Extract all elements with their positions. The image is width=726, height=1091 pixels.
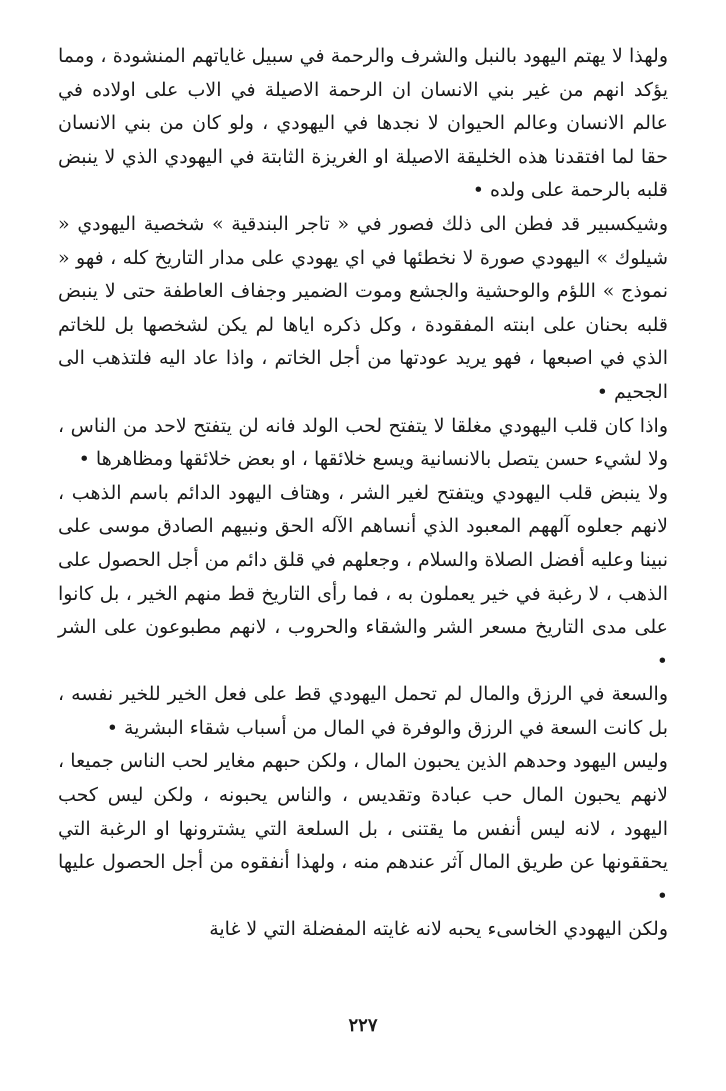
paragraph: ولهذا لا يهتم اليهود بالنبل والشرف والرحمة في سبيل غاياتهم المنشودة ، ومما يؤكد انهم من غير بني الانسان ان الرحمة الاصيلة في الاب على اولاده في عالم الانسان وعالم الحيوان لا نجدها في اليهودي ، ولو كان من بني الانسان حقا لما افتقدنا هذه الخليقة الاصيلة او الغريزة الثابتة في اليهودي الذي لا ينبض قلبه بالرحمة على ولده • xyxy=(58,45,668,202)
page-number: ٢٢٧ xyxy=(348,1015,378,1036)
paragraph: ولا ينبض قلب اليهودي ويتفتح لغير الشر ، وهتاف اليهود الدائم باسم الذهب ، لانهم جعلوه آلههم المعبود الذي أنساهم الآله الحق ونبيهم الصادق موسى على نبينا وعليه أفضل الصلاة والسلام ، وجعلهم في قلق دائم من أجل الحصول على الذهب ، لا رغبة في خير يعملون به ، فما رأى التاريخ قط منهم الخير ، بل كانوا على مدى التاريخ مسعر الشر والشقاء والحروب ، لانهم مطبوعون على الشر • xyxy=(58,481,668,672)
paragraph: ولكن اليهودي الخاسىء يحبه لانه غايته المفضلة التي لا غاية xyxy=(209,918,668,941)
paragraph: وشيكسبير قد فطن الى ذلك فصور في « تاجر البندقية » شخصية اليهودي « شيلوك » اليهودي صورة لا نخطئها في اي يهودي على مدار التاريخ كله ، فهو « نموذج » اللؤم والوحشية والجشع وموت الضمير وجفاف العاطفة حتى لا ينبض قلبه بحنان على ابنته المفقودة ، وكل ذكره اياها لم يكن لشخصها بل للخاتم الذي في اصبعها ، فهو يريد عودتها من أجل الخاتم ، واذا عاد اليه فلتذهب الى الجحيم • xyxy=(58,212,668,403)
paragraph: وليس اليهود وحدهم الذين يحبون المال ، ولكن حبهم مغاير لحب الناس جميعا ، لانهم يحبون المال حب عبادة وتقديس ، والناس يحبونه ، ولكن ليس كحب اليهود ، لانه ليس أنفس ما يقتنى ، بل السلعة التي يشترونها او الرغبة التي يحققونها عن طريق المال آثر عندهم منه ، ولهذا أنفقوه من أجل الحصول عليها • xyxy=(58,750,668,907)
page-body xyxy=(58,40,668,947)
paragraph: والسعة في الرزق والمال لم تحمل اليهودي قط على فعل الخير للخير نفسه ، بل كانت السعة في الرزق والوفرة في المال من أسباب شقاء البشرية • xyxy=(58,683,668,739)
paragraph: واذا كان قلب اليهودي مغلقا لا يتفتح لحب الولد فانه لن يتفتح لاحد من الناس ، ولا لشيء حسن يتصل بالانسانية ويسع خلائقها ، او بعض خلائقها ومظاهرها • xyxy=(58,414,668,471)
